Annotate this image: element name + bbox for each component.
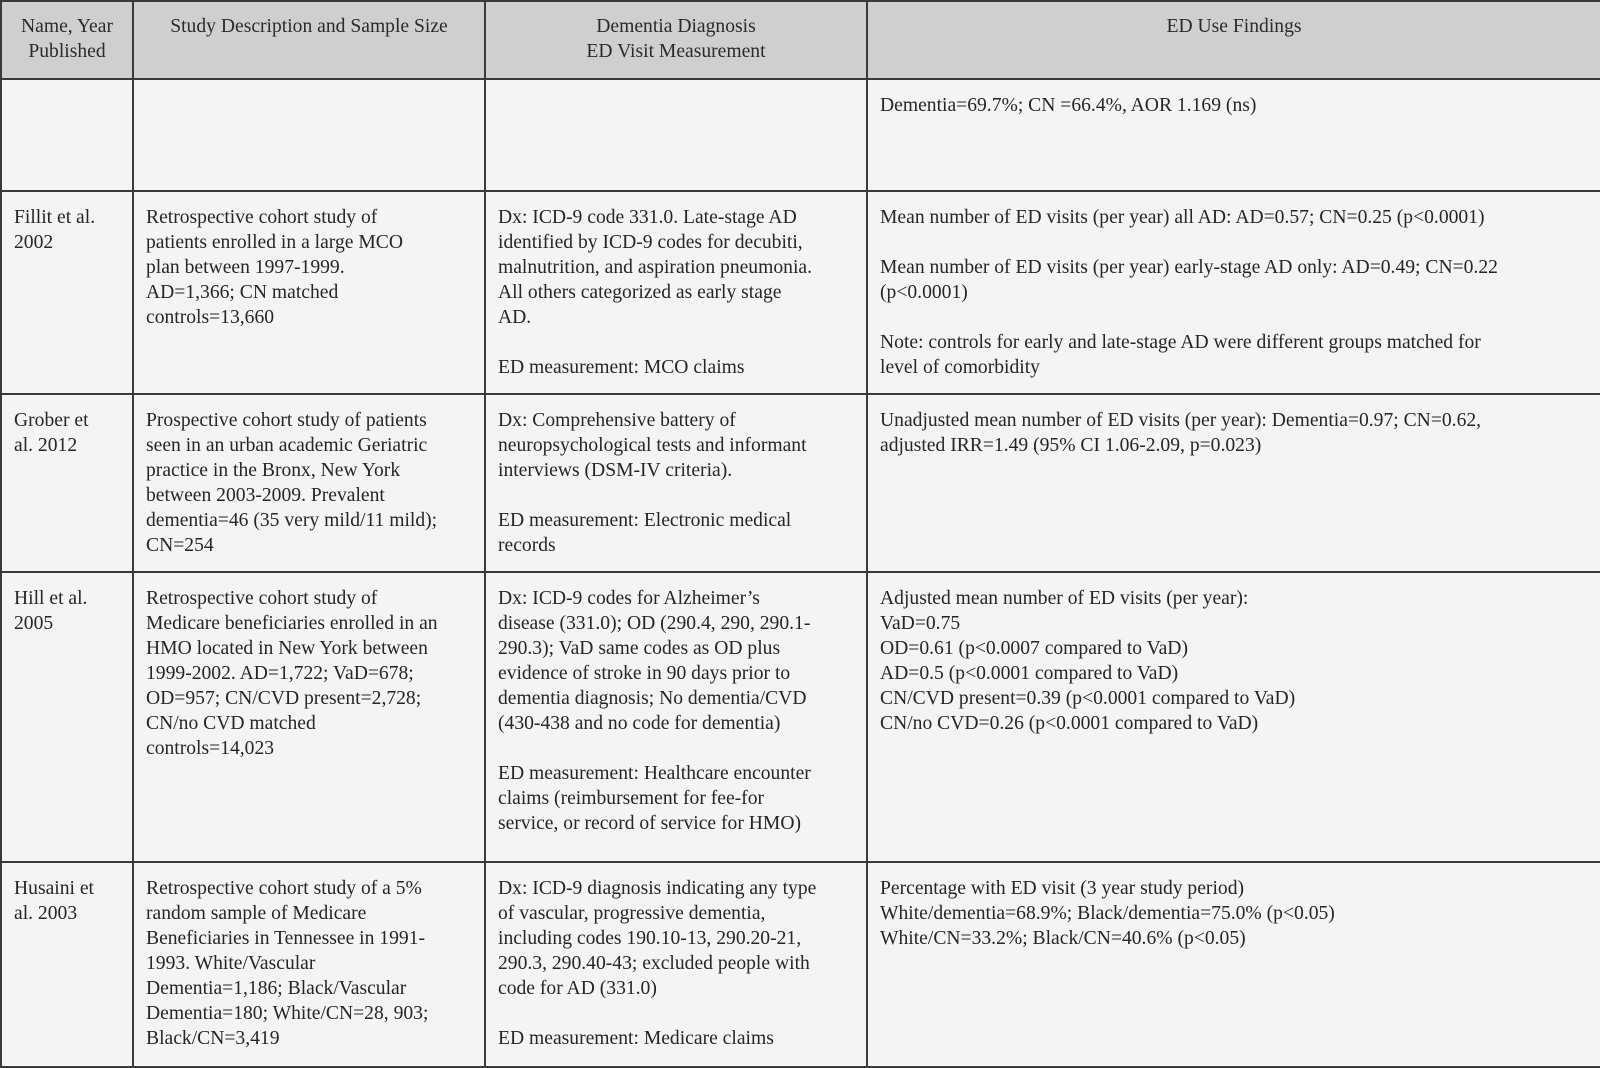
header-study-description-text: Study Description and Sample Size [170, 16, 448, 37]
header-dementia-diagnosis-text: Dementia Diagnosis ED Visit Measurement [586, 16, 766, 62]
findings-line: White/CN=33.2%; Black/CN=40.6% (p<0.05) [880, 928, 1246, 949]
findings-line: White/dementia=68.9%; Black/dementia=75.0% (p<0.05) [880, 903, 1335, 924]
cell-ed-use-findings [867, 862, 1600, 1067]
findings-line: CN/CVD present=0.39 (p<0.0001 compared to VaD) [880, 688, 1296, 709]
findings-line: CN/no CVD=0.26 (p<0.0001 compared to VaD) [880, 713, 1259, 734]
cell-study-description [133, 191, 485, 394]
cell-dementia-diagnosis [485, 79, 867, 191]
header-name-year [1, 1, 133, 79]
cell-study-description [133, 79, 485, 191]
cell-ed-use-findings-text: Dementia=69.7%; CN =66.4%, AOR 1.169 (ns) [880, 95, 1257, 116]
cell-ed-measurement-text: ED measurement: Healthcare encounter claims (reimbursement for fee-for service, or record of service for HMO) [498, 763, 811, 834]
cell-name-year-text: Hill et al. 2005 [14, 588, 88, 634]
findings-line: VaD=0.75 [880, 613, 961, 634]
header-ed-use-findings-text: ED Use Findings [1166, 16, 1302, 37]
cell-findings-text: Unadjusted mean number of ED visits (per year): Dementia=0.97; CN=0.62, adjusted IRR=1.49 (95% CI 1.06-2.09, p=0.023) [880, 410, 1482, 456]
cell-name-year [1, 394, 133, 572]
cell-findings-text: Mean number of ED visits (per year) all AD: AD=0.57; CN=0.25 (p<0.0001) [880, 207, 1485, 228]
findings-line: Adjusted mean number of ED visits (per year): [880, 588, 1249, 609]
cell-name-year [1, 191, 133, 394]
cell-dementia-diagnosis [485, 191, 867, 394]
cell-findings-note-text: Note: controls for early and late-stage AD were different groups matched for level of comorbidity [880, 332, 1481, 378]
cell-name-year [1, 79, 133, 191]
cell-study-description-text: Prospective cohort study of patients seen in an urban academic Geriatric practice in the Bronx, New York between 2003-2009. Prevalent dementia=46 (35 very mild/11 mild); CN=254 [146, 410, 438, 556]
cell-name-year-text: Husaini et al. 2003 [14, 878, 94, 924]
table-header [1, 1, 1600, 79]
cell-ed-measurement-text: ED measurement: Electronic medical records [498, 510, 792, 556]
header-dementia-diagnosis [485, 1, 867, 79]
cell-study-description [133, 394, 485, 572]
table-row [1, 862, 1600, 1067]
cell-name-year [1, 572, 133, 862]
cell-study-description-text: Retrospective cohort study of Medicare beneficiaries enrolled in an HMO located in New York between 1999-2002. AD=1,722; VaD=678; OD=957; CN/CVD present=2,728; CN/no CVD matched controls=14,023 [146, 588, 438, 759]
cell-name-year-text: Grober et al. 2012 [14, 410, 89, 456]
cell-ed-use-findings [867, 572, 1600, 862]
cell-name-year-text: Fillit et al. 2002 [14, 207, 96, 253]
header-study-description [133, 1, 485, 79]
table-body [1, 79, 1600, 1067]
cell-dementia-diagnosis [485, 572, 867, 862]
cell-dx-text: Dx: ICD-9 codes for Alzheimer’s disease (331.0); OD (290.4, 290, 290.1- 290.3); VaD same codes as OD plus evidence of stroke in 90 days prior to dementia diagnosis; No dementia/CVD (430-438 and no code for dementia) [498, 588, 811, 734]
findings-line: OD=0.61 (p<0.0007 compared to VaD) [880, 638, 1188, 659]
cell-ed-use-findings [867, 394, 1600, 572]
cell-name-year [1, 862, 133, 1067]
table-row [1, 572, 1600, 862]
findings-line: Percentage with ED visit (3 year study period) [880, 878, 1245, 899]
cell-ed-measurement-text: ED measurement: MCO claims [498, 357, 745, 378]
cell-study-description-text: Retrospective cohort study of patients enrolled in a large MCO plan between 1997-1999. AD=1,366; CN matched controls=13,660 [146, 207, 404, 328]
cell-dx-text: Dx: Comprehensive battery of neuropsychological tests and informant interviews (DSM-IV criteria). [498, 410, 807, 481]
cell-dementia-diagnosis [485, 862, 867, 1067]
header-row [1, 1, 1600, 79]
cell-dx-text: Dx: ICD-9 diagnosis indicating any type of vascular, progressive dementia, including codes 190.10-13, 290.20-21, 290.3, 290.40-43; excluded people with code for AD (331.0) [498, 878, 817, 999]
table-row [1, 394, 1600, 572]
findings-line: AD=0.5 (p<0.0001 compared to VaD) [880, 663, 1179, 684]
cell-ed-measurement-text: ED measurement: Medicare claims [498, 1028, 774, 1049]
cell-study-description-text: Retrospective cohort study of a 5% random sample of Medicare Beneficiaries in Tennessee in 1991- 1993. White/Vascular Dementia=1,186; Black/Vascular Dementia=180; White/CN=28, 903; Black/CN=3,419 [146, 878, 429, 1049]
cell-dx-text: Dx: ICD-9 code 331.0. Late-stage AD identified by ICD-9 codes for decubiti, malnutrition, and aspiration pneumonia. All others categorized as early stage AD. [498, 207, 812, 328]
cell-study-description [133, 862, 485, 1067]
header-ed-use-findings [867, 1, 1600, 79]
header-name-year-text: Name, Year Published [21, 16, 113, 62]
cell-study-description [133, 572, 485, 862]
table-row [1, 191, 1600, 394]
cell-ed-use-findings [867, 191, 1600, 394]
cell-findings-text: Mean number of ED visits (per year) early-stage AD only: AD=0.49; CN=0.22 (p<0.0001) [880, 257, 1498, 303]
cell-dementia-diagnosis [485, 394, 867, 572]
table-row [1, 79, 1600, 191]
cell-ed-use-findings [867, 79, 1600, 191]
